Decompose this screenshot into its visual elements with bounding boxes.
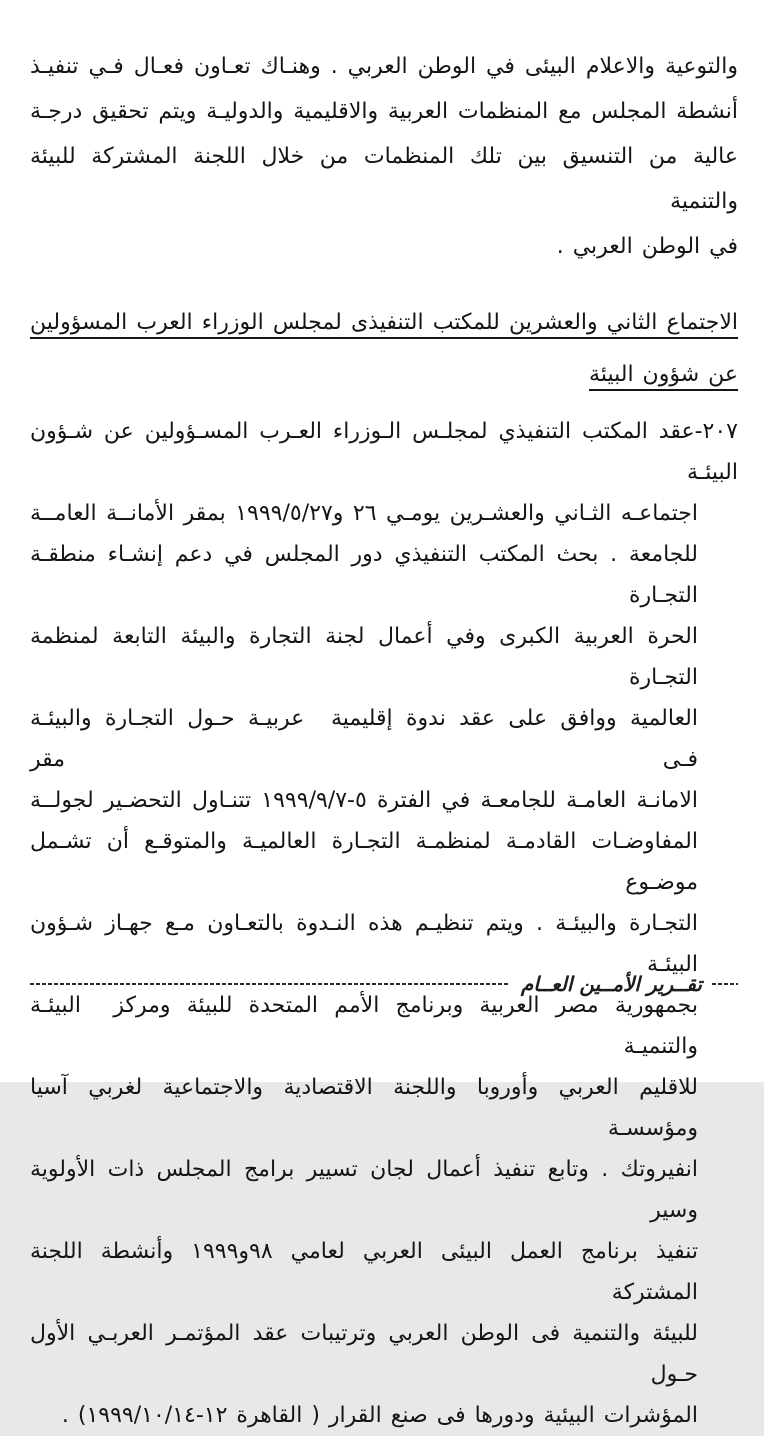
footer-dotted-rule [30,983,509,985]
item-line: الحرة العربية الكبرى وفي أعمال لجنة التجارة والبيئة التابعة لمنظمة التجـارة [30,624,698,690]
document-text-block [30,44,738,1436]
item-line: اجتماعـه الثـاني والعشـرين يومـي ٢٦ و١٩٩٩/٥/٢٧ بمقر الأمانــة العامــة [30,501,698,526]
item-line: للاقليم العربي وأوروبا واللجنة الاقتصادية والاجتماعية لغربي آسيا ومؤسسـة [30,1075,698,1141]
footer-right-dash [712,983,738,985]
intro-line: والتوعية والاعلام البيئى في الوطن العربي . وهنـاك تعـاون فعـال فـي تنفيـذ [30,54,738,79]
item-line: العالمية ووافق على عقد ندوة إقليمية عربيـة حـول التجـارة والبيئـة فـى مقر [30,706,698,772]
numbered-item-207 [30,411,738,1436]
intro-paragraph [30,44,738,269]
intro-line: أنشطة المجلس مع المنظمات العربية والاقليمية والدوليـة ويتم تحقيق درجـة [30,99,738,124]
heading-line: الاجتماع الثاني والعشرين للمكتب التنفيذى لمجلس الوزراء العرب المسؤولين [30,310,738,335]
item-line-with-number: ٢٠٧-عقد المكتب التنفيذي لمجلـس الـوزراء العـرب المسـؤولين عن شـؤون البيئـة [30,419,738,485]
item-line: التجـارة والبيئـة . ويتم تنظيـم هذه النـدوة بالتعـاون مـع جهـاز شـؤون البيئـة [30,911,698,977]
section-heading [30,297,738,401]
heading-line-last: عن شؤون البيئة [589,362,738,387]
footer-script-title: تقــرير الأمــين العــام [520,972,702,996]
item-line: بجمهورية مصر العربية وبرنامج الأمم المتحدة للبيئة ومركز البيئـة والتنميـة [30,993,698,1059]
intro-line: عالية من التنسيق بين تلك المنظمات من خلال اللجنة المشتركة للبيئة والتنمية [30,144,738,214]
page-footer [30,972,738,996]
item-line: المفاوضـات القادمـة لمنظمـة التجـارة العالميـة والمتوقـع أن تشـمل موضـوع [30,829,698,895]
item-line: تنفيذ برنامج العمل البيئى العربي لعامي ٩٨و١٩٩٩ وأنشطة اللجنة المشتركة [30,1239,699,1305]
intro-line-last: في الوطن العربي . [556,234,738,259]
item-line-last: المؤشرات البيئية ودورها فى صنع القرار ( القاهرة ١٢-١٩٩٩/١٠/١٤) . [61,1403,698,1428]
item-line: للبيئة والتنمية فى الوطن العربي وترتيبات عقد المؤتمـر العربـي الأول حـول [30,1321,698,1387]
item-line: الامانـة العامـة للجامعـة في الفترة ٥-١٩٩٩/٩/٧ تتنـاول التحضـير لجولــة [30,788,698,813]
item-line: للجامعة . بحث المكتب التنفيذي دور المجلس في دعم إنشـاء منطقـة التجـارة [30,542,698,608]
item-line: انفيروتك . وتابع تنفيذ أعمال لجان تسيير برامج المجلس ذات الأولوية وسير [30,1157,698,1223]
